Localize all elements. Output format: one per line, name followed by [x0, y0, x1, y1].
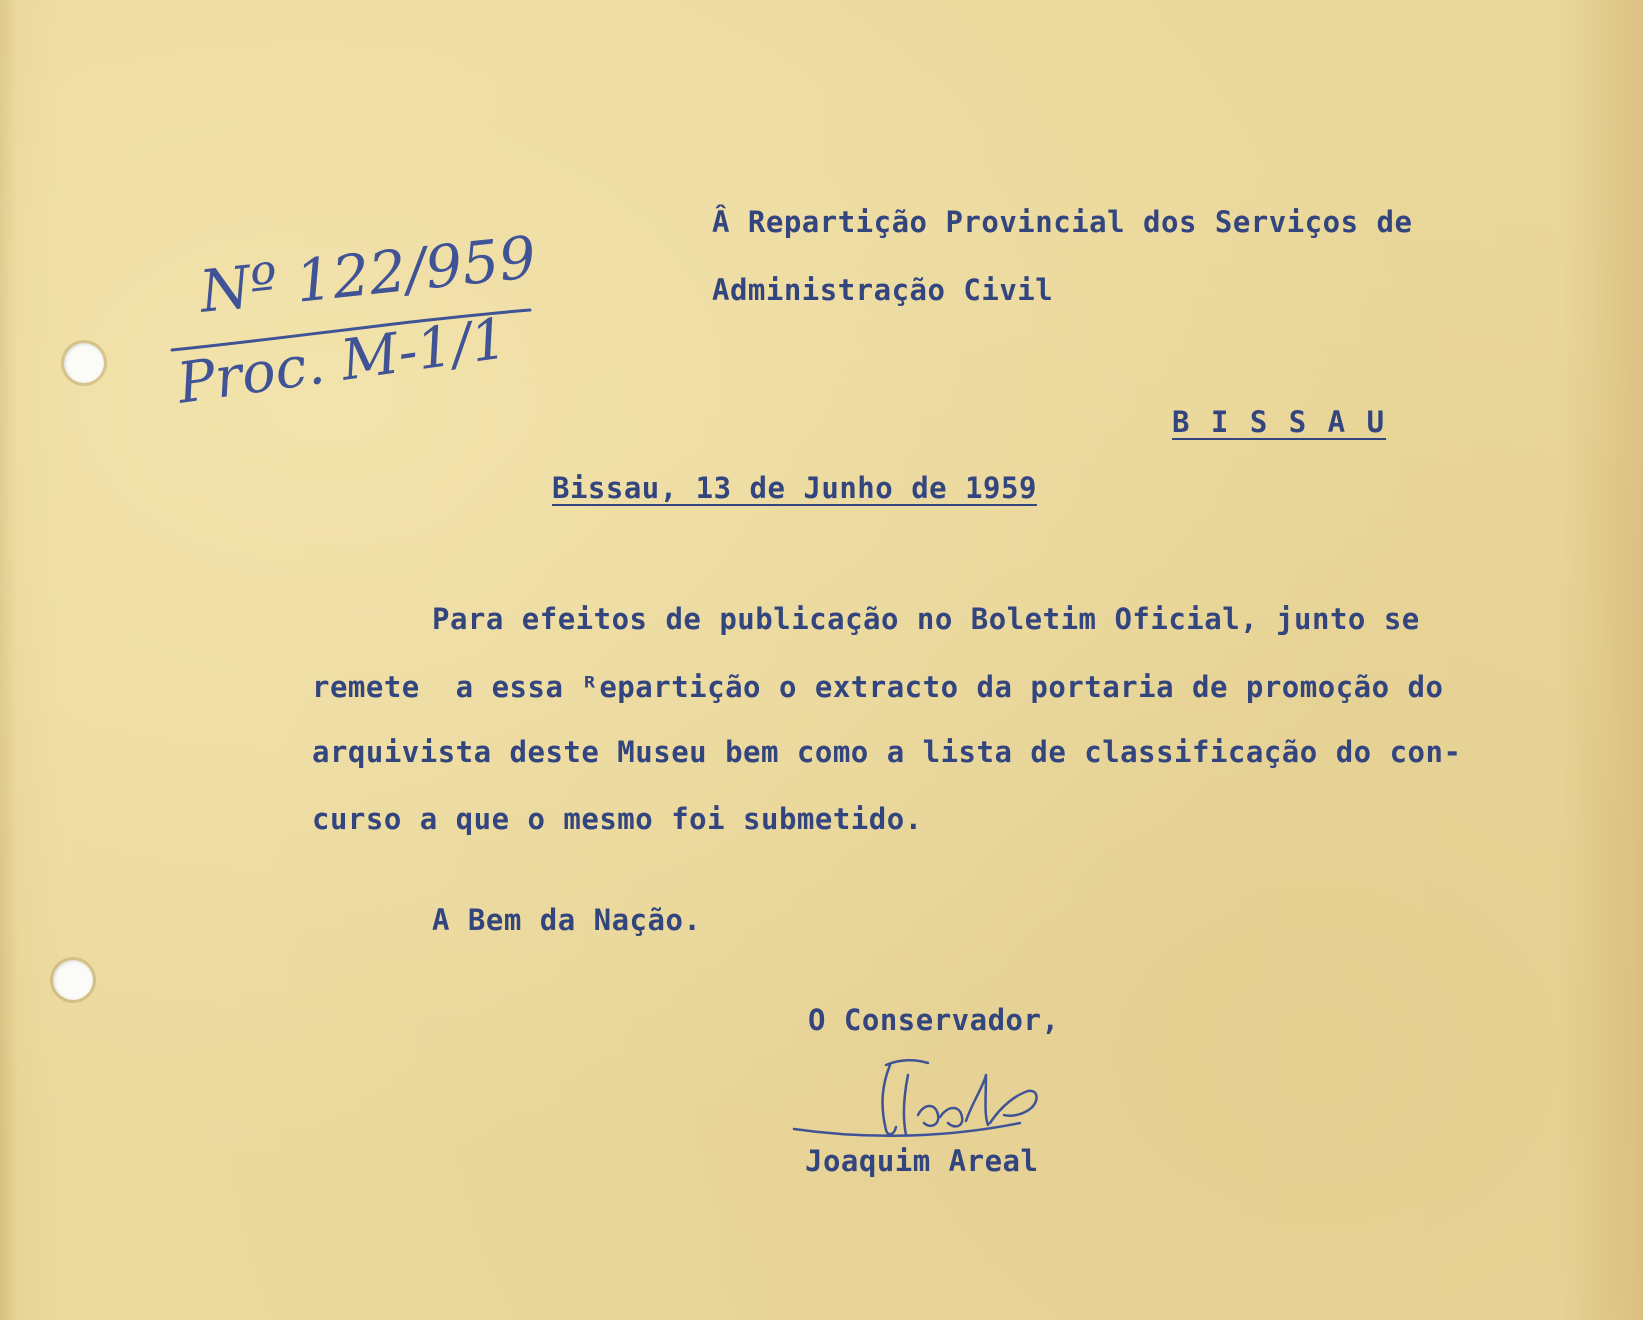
punch-hole-bottom — [53, 960, 93, 1000]
addressee-line-2: Administração Civil — [712, 273, 1054, 307]
signatory-name: Joaquim Areal — [805, 1144, 1039, 1178]
addressee-city: B I S S A U — [1172, 405, 1387, 439]
body-line-1: Para efeitos de publicação no Boletim Oficial, junto se — [432, 602, 1420, 636]
body-line-2: remete a essa ᴿepartição o extracto da portaria de promoção do — [312, 670, 1444, 704]
handwritten-process-reference: Proc. M-1/1 — [173, 306, 511, 417]
body-line-3: arquivista deste Museu bem como a lista de classificação do con- — [312, 735, 1462, 769]
closing-salutation: A Bem da Nação. — [432, 903, 702, 937]
punch-hole-top — [64, 343, 104, 383]
addressee-line-1: Â Repartição Provincial dos Serviços de — [712, 205, 1413, 239]
handwritten-signature — [790, 1045, 1110, 1155]
signatory-title: O Conservador, — [808, 1003, 1060, 1037]
date-line: Bissau, 13 de Junho de 1959 — [552, 471, 1037, 505]
handwritten-reference-number: Nº 122/959 — [196, 222, 540, 326]
body-line-4: curso a que o mesmo foi submetido. — [312, 802, 923, 836]
